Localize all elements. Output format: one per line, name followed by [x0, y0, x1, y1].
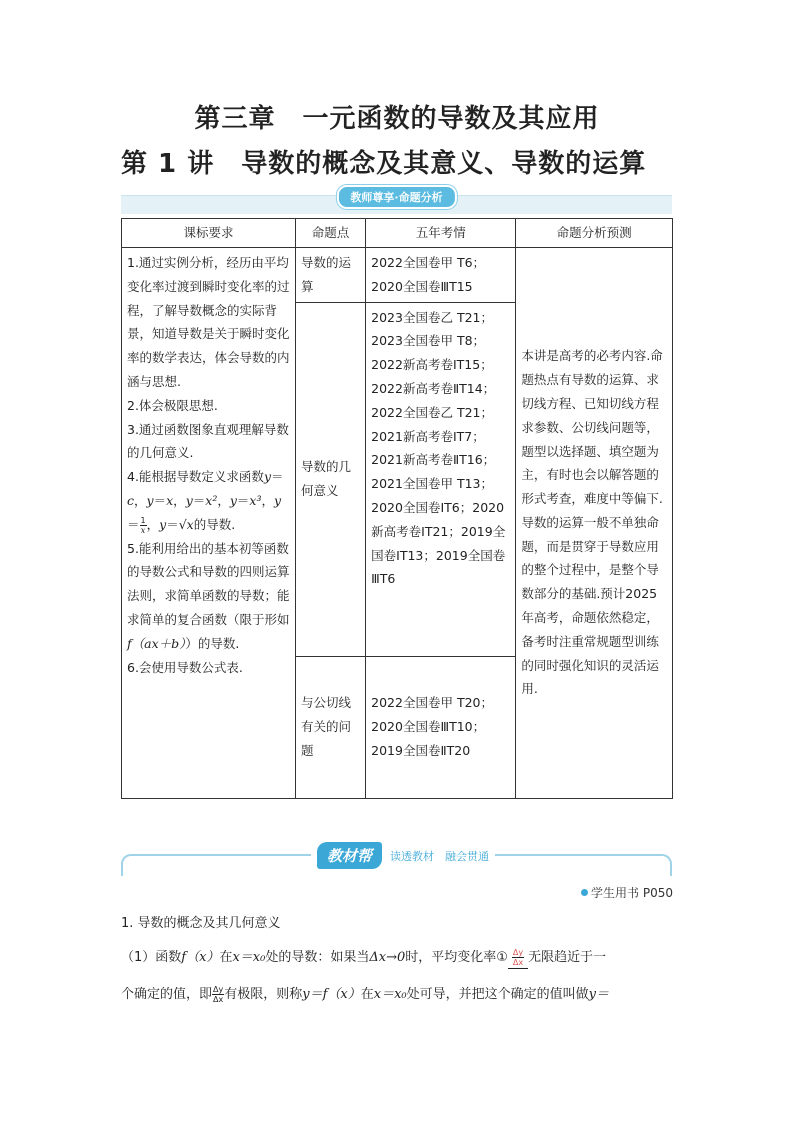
answer-blank [508, 948, 528, 969]
requirements-cell [122, 248, 296, 799]
banner-subtitle: 读透教材 融会贯通 [390, 849, 490, 863]
header-analysis: 命题分析预测 [516, 219, 673, 248]
bullet-icon [581, 889, 588, 896]
inline-fraction: $\frac{\Delta y}{\Delta x}$ [213, 985, 224, 1004]
header-exams: 五年考情 [366, 219, 516, 248]
exams-cell: 2023全国卷乙 T21；2023全国卷甲 T8；2022新高考卷ⅠT15；2022新高考卷ⅡT14；2022全国卷乙 T21；2021新高考卷ⅠT7；2021新高考卷ⅡT16；2021全国卷甲 T13；2020全国卷ⅠT6；2020新高考卷ⅠT21；2019全国卷ⅠT13；2019全国卷ⅢT6 [366, 302, 516, 656]
textbook-banner [121, 842, 672, 872]
req-4: 4.能根据导数定义求函数y＝c，y＝x，y＝x²，y＝x³，y＝ $\frac{1}{x}$ ，y＝√x的导数. [127, 469, 284, 535]
table-header-row [122, 219, 673, 248]
header-requirements: 课标要求 [122, 219, 296, 248]
banner-tag: 教材帮 [317, 842, 382, 869]
req-2: 2.体会极限思想. [127, 397, 218, 413]
header-points: 命题点 [295, 219, 365, 248]
req-5: 5.能利用给出的基本初等函数的导数公式和导数的四则运算法则，求简单函数的导数；能求简单的复合函数（限于形如f（ax＋b））的导数. [127, 540, 290, 651]
req-1: 1.通过实例分析，经历由平均变化率过渡到瞬时变化率的过程，了解导数概念的实际背景，知道导数是关于瞬时变化率的数学表达，体会导数的内涵与思想. [127, 255, 290, 389]
exam-analysis-table [121, 218, 673, 799]
lecture-title: 第 1 讲 导数的概念及其意义、导数的运算 [121, 149, 647, 179]
reference-text: 学生用书 P050 [591, 886, 673, 900]
point-cell: 导数的几何意义 [295, 302, 365, 656]
banner-label-group [311, 842, 495, 869]
exams-cell: 2022全国卷甲 T20；2020全国卷ⅢT10；2019全国卷ⅡT20 [366, 656, 516, 798]
point-cell: 与公切线有关的问题 [295, 656, 365, 798]
teacher-banner [121, 185, 672, 215]
req-3: 3.通过函数图象直观理解导数的几何意义. [127, 421, 289, 461]
answer-fraction: $\frac{\Delta y}{\Delta x}$ [512, 948, 524, 967]
book-reference [581, 884, 673, 901]
analysis-cell: 本讲是高考的必考内容.命题热点有导数的运算、求切线方程、已知切线方程求参数、公切线问题等，题型以选择题、填空题为主，有时也会以解答题的形式考查，难度中等偏下.导数的运算一般不单独命题，而是贯穿于导数应用的整个过程中，是整个导数部分的基础.预计2025年高考，命题依然稳定，备考时注重常规题型训练的同时强化知识的灵活运用. [516, 248, 673, 799]
exams-cell: 2022全国卷甲 T6；2020全国卷ⅢT15 [366, 248, 516, 303]
table-row [122, 248, 673, 303]
section-title: 1. 导数的概念及其几何意义 [121, 916, 281, 931]
point-cell: 导数的运算 [295, 248, 365, 303]
paragraph-1: （1）函数f（x）在x＝x₀处的导数：如果当Δx→0时，平均变化率① $\frac{\Delta y}{\Delta x}$ 无限趋近于一 [121, 948, 607, 967]
banner-label: 教师尊享·命题分析 [336, 185, 456, 209]
req-6: 6.会使用导数公式表. [127, 659, 243, 675]
chapter-title: 第三章 一元函数的导数及其应用 [194, 104, 600, 134]
fraction-1-over-x: $\frac{1}{x}$ [140, 515, 146, 535]
paragraph-2: 个确定的值，即 $\frac{\Delta y}{\Delta x}$ 有极限，则称y＝f（x）在x＝x₀处可导，并把这个确定的值叫做y＝ [121, 985, 610, 1004]
